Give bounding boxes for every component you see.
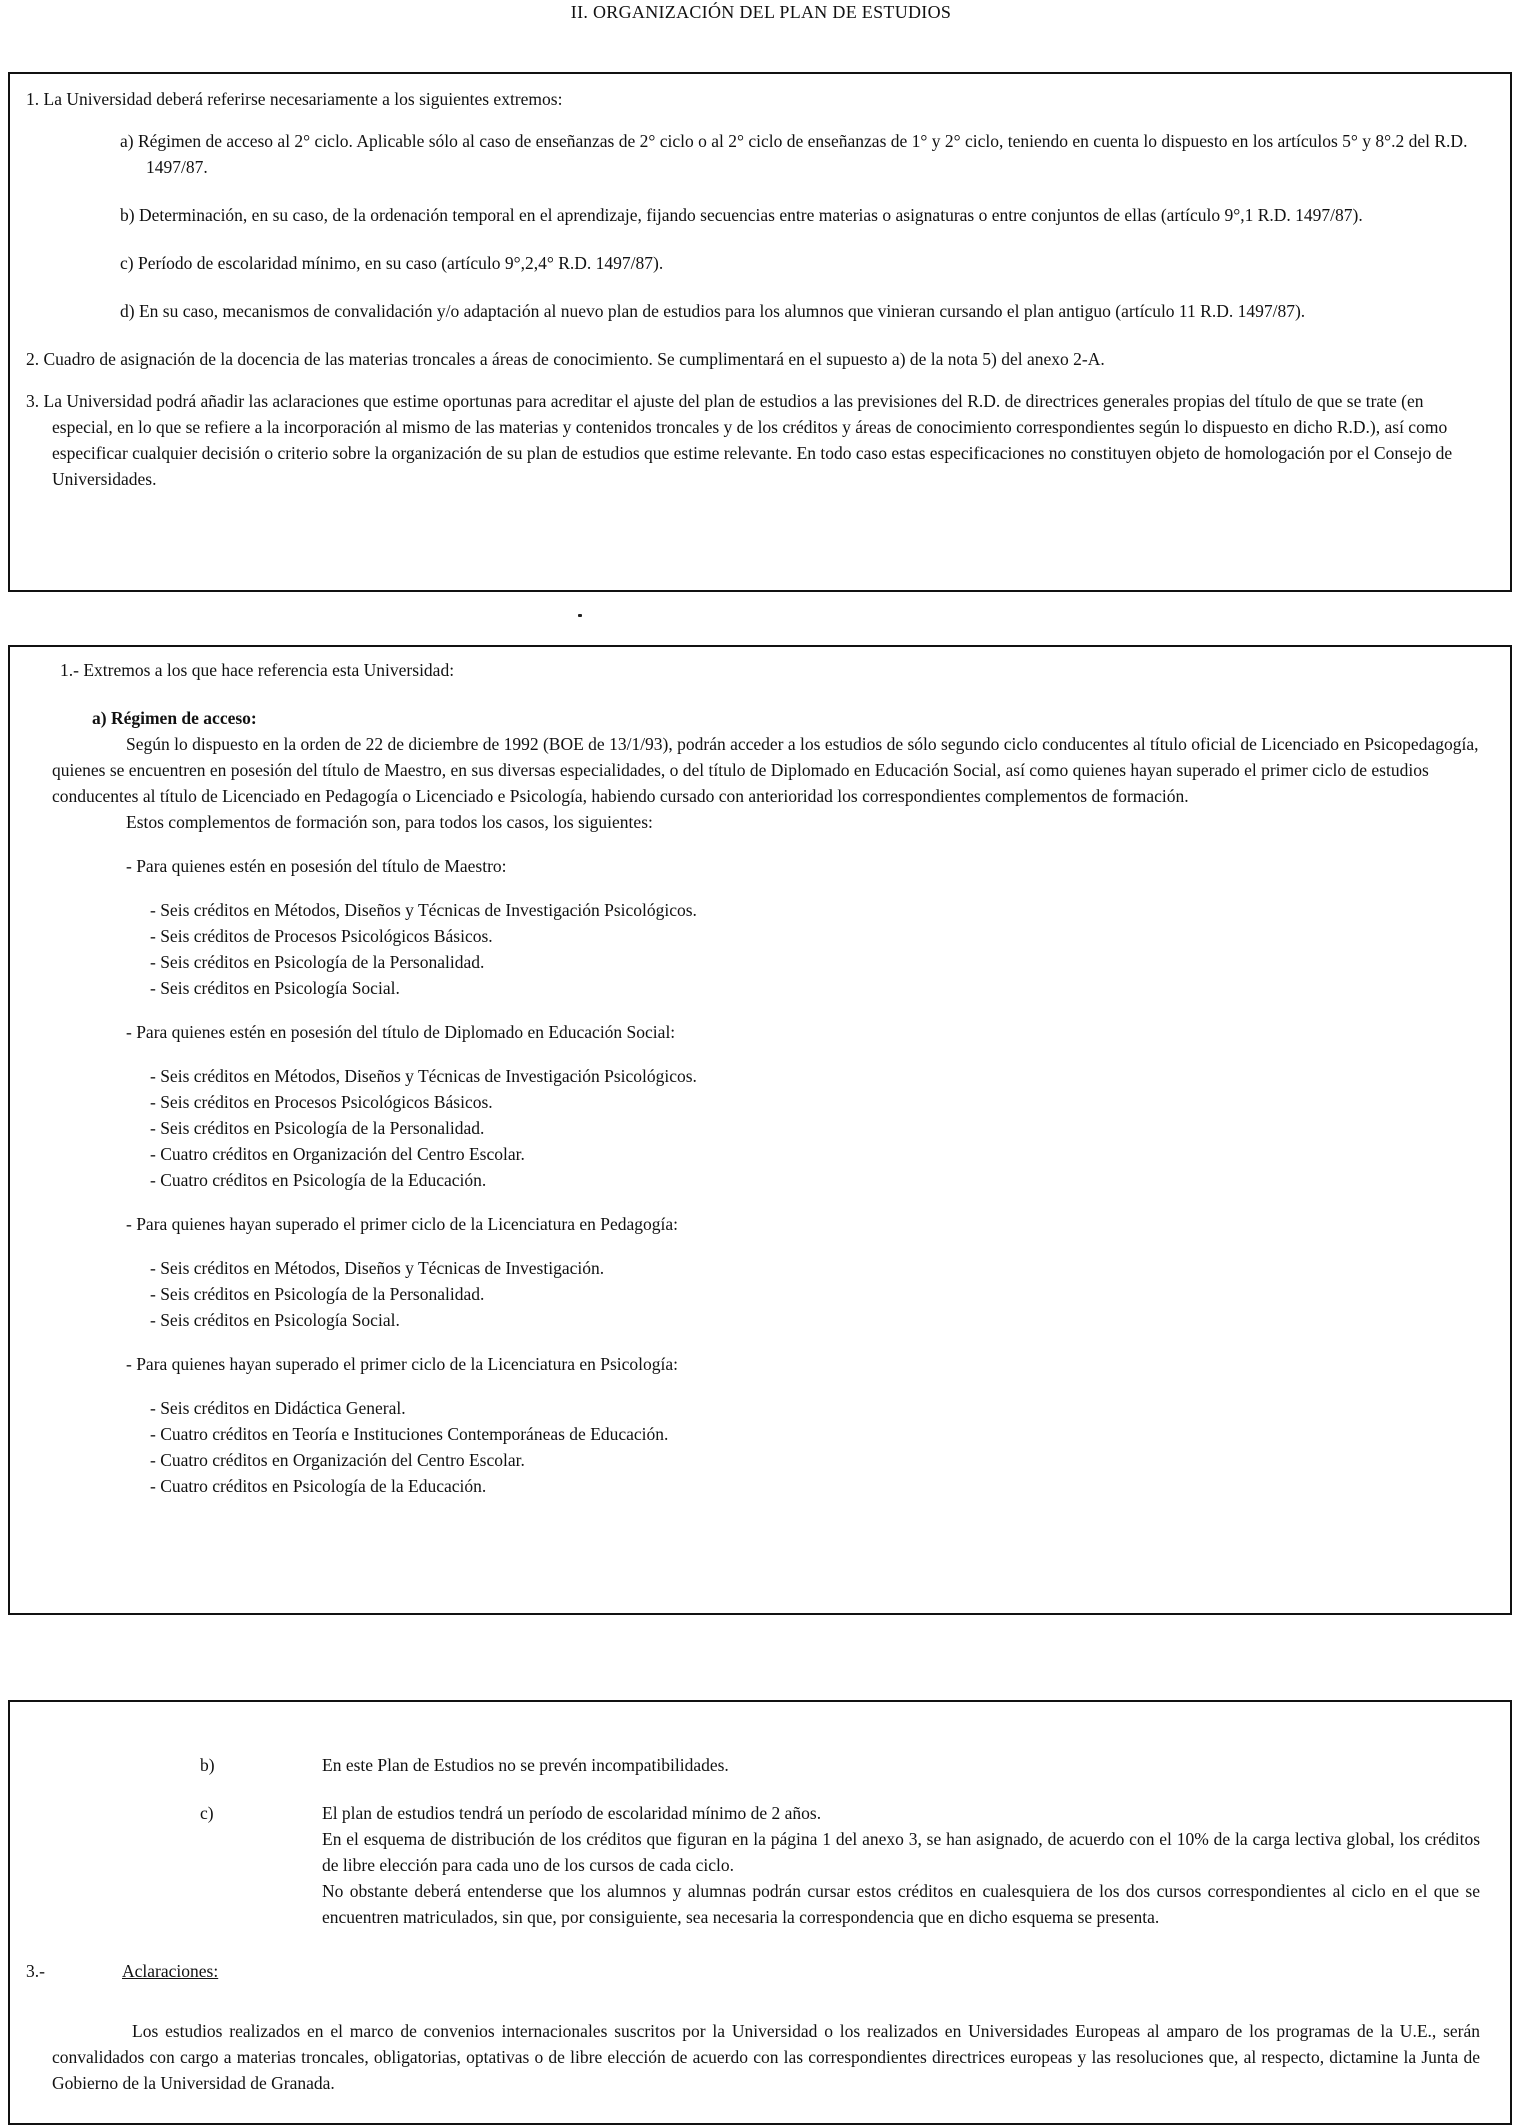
list-item: - Seis créditos en Procesos Psicológicos Básicos. [150, 1092, 493, 1112]
list-item: - Seis créditos en Didáctica General. [150, 1398, 406, 1418]
list-item: - Seis créditos en Métodos, Diseños y Técnicas de Investigación Psicológicos. [150, 900, 697, 920]
stray-dot-mark [578, 614, 582, 617]
list-item: - Cuatro créditos en Organización del Centro Escolar. [150, 1144, 525, 1164]
access-regime-heading: a) Régimen de acceso: [92, 708, 257, 728]
provision-c-line: No obstante deberá entenderse que los alumnos y alumnas podrán cursar estos créditos en cualesquiera de los dos cursos correspondientes al ciclo en el que se encuentren matriculados, sin que, por consiguiente, sea necesaria la correspondencia que en dicho esquema se presenta. [322, 1881, 1480, 1927]
section-3-heading [10, 1958, 1510, 1984]
list-item: - Seis créditos en Psicología de la Personalidad. [150, 1284, 485, 1304]
complements-intro: Estos complementos de formación son, para todos los casos, los siguientes: [126, 812, 653, 832]
instructions-box [8, 72, 1512, 592]
section-1-heading: 1.- Extremos a los que hace referencia esta Universidad: [60, 660, 455, 680]
group-list-pedagogia [10, 1255, 1510, 1333]
provision-c-line: El plan de estudios tendrá un período de escolaridad mínimo de 2 años. [322, 1803, 822, 1823]
list-item: - Seis créditos en Métodos, Diseños y Técnicas de Investigación. [150, 1258, 605, 1278]
group-list-psicologia [10, 1395, 1510, 1499]
list-item: - Cuatro créditos en Psicología de la Educación. [150, 1476, 487, 1496]
instruction-item-2: 2. Cuadro de asignación de la docencia de las materias troncales a áreas de conocimiento. Se cumplimentará en el supuesto a) de la nota 5) del anexo 2-A. [26, 349, 1105, 369]
instruction-item-3: 3. La Universidad podrá añadir las aclaraciones que estime oportunas para acreditar el ajuste del plan de estudios a las previsiones del R.D. de directrices generales propias del título de que se trate (en especial, en lo que se refiere a la incorporación al mismo de las materias y contenidos troncales y de los créditos y áreas de conocimiento correspondientes según lo dispuesto en dicho R.D.), así como especificar cualquier decisión o criterio sobre la organización de su plan de estudios que estime relevante. En todo caso estas especificaciones no constituyen objeto de homologación por el Consejo de Universidades. [26, 391, 1453, 489]
group-heading-maestro: - Para quienes estén en posesión del título de Maestro: [126, 856, 507, 876]
list-item: - Cuatro créditos en Teoría e Instituciones Contemporáneas de Educación. [150, 1424, 669, 1444]
access-regime-box [8, 645, 1512, 1615]
list-item: - Seis créditos en Psicología Social. [150, 1310, 400, 1330]
list-item: - Seis créditos en Psicología de la Personalidad. [150, 952, 485, 972]
provision-c-letter: c) [200, 1803, 214, 1823]
section-3-label: Aclaraciones: [122, 1961, 219, 1981]
group-list-educacion-social [10, 1063, 1510, 1193]
provision-b-text: En este Plan de Estudios no se prevén incompatibilidades. [322, 1755, 729, 1775]
access-regime-paragraph: Según lo dispuesto en la orden de 22 de diciembre de 1992 (BOE de 13/1/93), podrán acceder a los estudios de sólo segundo ciclo conducentes al título oficial de Licenciado en Psicopedagogía, quienes se encuentren en posesión del título de Maestro, en sus diversas especialidades, o del título de Diplomado en Educación Social, así como quienes hayan superado el primer ciclo de estudios conducentes al título de Licenciado en Pedagogía o Licenciado e Psicología, habiendo cursado con anterioridad los correspondientes complementos de formación. [52, 734, 1479, 806]
provision-c-text [322, 1800, 1480, 1930]
section-3-number: 3.- [26, 1961, 45, 1981]
provision-c-line: En el esquema de distribución de los créditos que figuran en la página 1 del anexo 3, se han asignado, de acuerdo con el 10% de la carga lectiva global, los créditos de libre elección para cada uno de los cursos de cada ciclo. [322, 1829, 1480, 1875]
provision-b [10, 1752, 1510, 1778]
list-item: - Seis créditos de Procesos Psicológicos Básicos. [150, 926, 493, 946]
instruction-item-1: 1. La Universidad deberá referirse necesariamente a los siguientes extremos: [26, 89, 563, 109]
instruction-sub-item-d: d) En su caso, mecanismos de convalidación y/o adaptación al nuevo plan de estudios para los alumnos que vinieran cursando el plan antiguo (artículo 11 R.D. 1497/87). [120, 301, 1306, 321]
instruction-sub-list [10, 128, 1510, 324]
additional-provisions-box [8, 1700, 1512, 2125]
group-list-maestro [10, 897, 1510, 1001]
list-item: - Seis créditos en Psicología Social. [150, 978, 400, 998]
group-heading-pedagogia: - Para quienes hayan superado el primer ciclo de la Licenciatura en Pedagogía: [126, 1214, 678, 1234]
group-heading-psicologia: - Para quienes hayan superado el primer ciclo de la Licenciatura en Psicología: [126, 1354, 679, 1374]
instruction-sub-item-c: c) Período de escolaridad mínimo, en su caso (artículo 9°,2,4° R.D. 1497/87). [120, 253, 664, 273]
page-title: II. ORGANIZACIÓN DEL PLAN DE ESTUDIOS [570, 2, 952, 22]
list-item: - Cuatro créditos en Organización del Centro Escolar. [150, 1450, 525, 1470]
list-item: - Seis créditos en Psicología de la Personalidad. [150, 1118, 485, 1138]
list-item: - Cuatro créditos en Psicología de la Educación. [150, 1170, 487, 1190]
list-item: - Seis créditos en Métodos, Diseños y Técnicas de Investigación Psicológicos. [150, 1066, 697, 1086]
clarifications-paragraph: Los estudios realizados en el marco de convenios internacionales suscritos por la Universidad o los realizados en Universidades Europeas al amparo de los programas de la U.E., serán convalidados con cargo a materias troncales, obligatorias, optativas o de libre elección de acuerdo con las correspondientes directrices europeas y las resoluciones que, al respecto, dictamine la Junta de Gobierno de la Universidad de Granada. [52, 2021, 1480, 2093]
instruction-sub-item-b: b) Determinación, en su caso, de la ordenación temporal en el aprendizaje, fijando secuencias entre materias o asignaturas o entre conjuntos de ellas (artículo 9°,1 R.D. 1497/87). [120, 205, 1363, 225]
group-heading-educacion-social: - Para quienes estén en posesión del título de Diplomado en Educación Social: [126, 1022, 676, 1042]
instruction-sub-item-a: a) Régimen de acceso al 2° ciclo. Aplicable sólo al caso de enseñanzas de 2° ciclo o al 2° ciclo de enseñanzas de 1° y 2° ciclo, teniendo en cuenta lo dispuesto en los artículos 5° y 8°.2 del R.D. 1497/87. [120, 131, 1468, 177]
provision-c [10, 1800, 1510, 1930]
provision-b-letter: b) [200, 1755, 215, 1775]
